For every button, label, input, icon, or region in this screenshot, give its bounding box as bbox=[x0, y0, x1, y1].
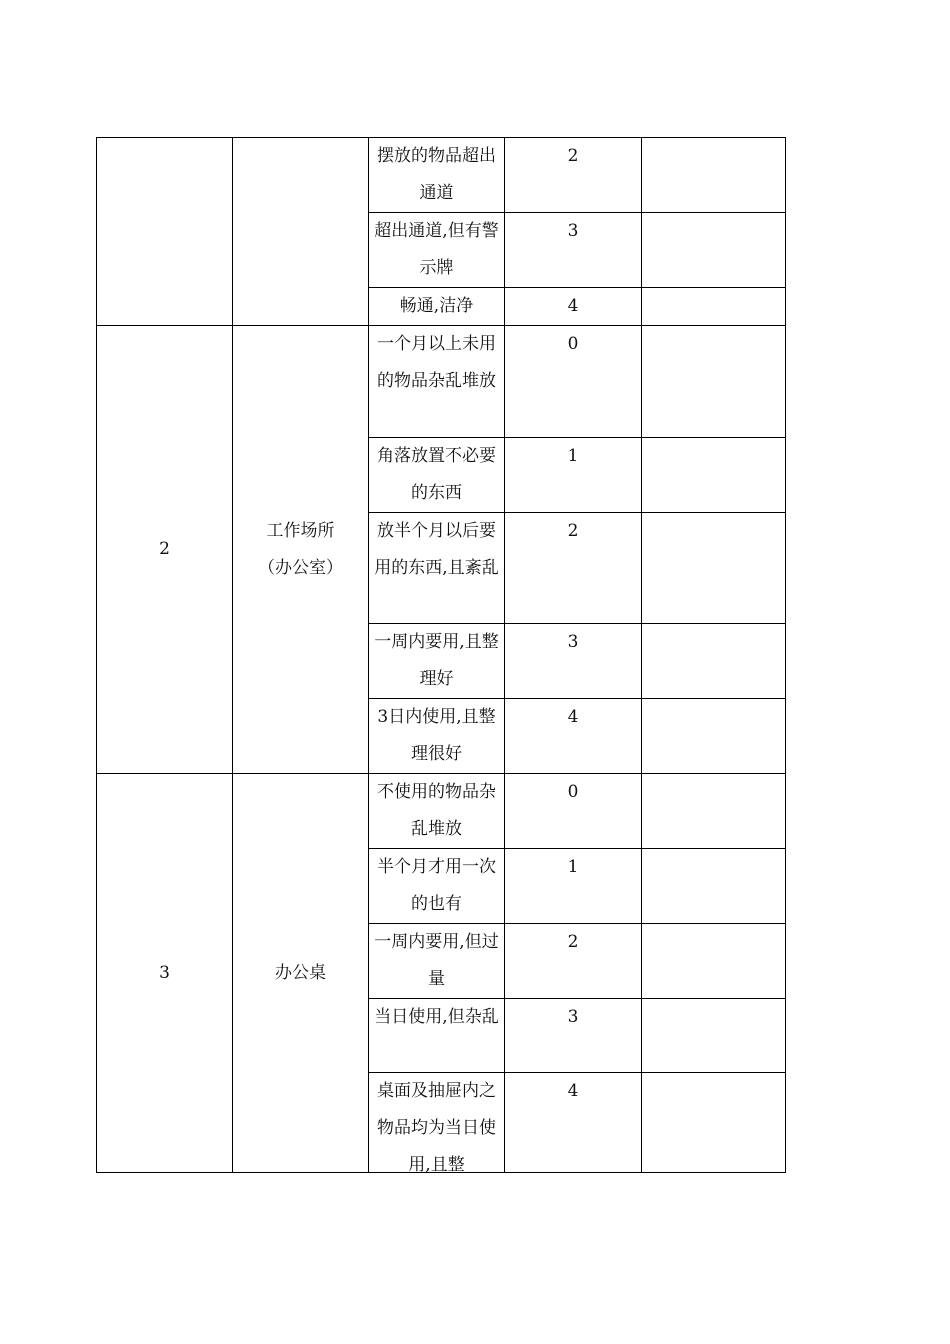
standard-cell: 一周内要用,且整理好 bbox=[369, 624, 505, 699]
table-row bbox=[97, 326, 786, 438]
standard-cell: 半个月才用一次的也有 bbox=[369, 849, 505, 924]
standard-cell: 一个月以上未用的物品杂乱堆放 bbox=[369, 326, 505, 438]
standard-cell: 超出通道,但有警示牌 bbox=[369, 213, 505, 288]
score-cell: 1 bbox=[505, 849, 642, 924]
blank-cell bbox=[642, 138, 786, 213]
score-cell: 2 bbox=[505, 138, 642, 213]
blank-cell bbox=[642, 999, 786, 1073]
item-number-cell: 3 bbox=[97, 774, 233, 1173]
blank-cell bbox=[642, 849, 786, 924]
item-name-cell: 办公桌 bbox=[233, 774, 369, 1173]
blank-cell bbox=[642, 699, 786, 774]
item-name-cell bbox=[233, 138, 369, 326]
score-cell: 3 bbox=[505, 213, 642, 288]
item-number-cell: 2 bbox=[97, 326, 233, 774]
blank-cell bbox=[642, 774, 786, 849]
item-name-cell bbox=[233, 326, 369, 774]
standard-cell: 角落放置不必要的东西 bbox=[369, 438, 505, 513]
standard-text: 桌面及抽屉内之物品均为当日使 用,且整 bbox=[377, 1081, 496, 1172]
table-row bbox=[97, 138, 786, 213]
score-cell: 0 bbox=[505, 774, 642, 849]
blank-cell bbox=[642, 326, 786, 438]
item-name-text: 工作场所（办公室） bbox=[258, 520, 343, 578]
item-number-cell bbox=[97, 138, 233, 326]
standard-cell: 不使用的物品杂乱堆放 bbox=[369, 774, 505, 849]
score-cell: 3 bbox=[505, 999, 642, 1073]
blank-cell bbox=[642, 438, 786, 513]
score-cell: 4 bbox=[505, 1073, 642, 1173]
score-cell: 2 bbox=[505, 924, 642, 999]
standard-cell: 摆放的物品超出通道 bbox=[369, 138, 505, 213]
score-cell: 4 bbox=[505, 699, 642, 774]
score-cell: 2 bbox=[505, 513, 642, 624]
blank-cell bbox=[642, 213, 786, 288]
blank-cell bbox=[642, 288, 786, 326]
standard-cell bbox=[369, 1073, 505, 1173]
table-row bbox=[97, 774, 786, 849]
blank-cell bbox=[642, 924, 786, 999]
score-cell: 3 bbox=[505, 624, 642, 699]
blank-cell bbox=[642, 513, 786, 624]
evaluation-table bbox=[96, 137, 786, 1173]
score-cell: 0 bbox=[505, 326, 642, 438]
standard-cell: 当日使用,但杂乱 bbox=[369, 999, 505, 1073]
score-cell: 1 bbox=[505, 438, 642, 513]
standard-cell: 放半个月以后要用的东西,且紊乱 bbox=[369, 513, 505, 624]
standard-cell: 畅通,洁净 bbox=[369, 288, 505, 326]
score-cell: 4 bbox=[505, 288, 642, 326]
blank-cell bbox=[642, 1073, 786, 1173]
standard-cell: 3日内使用,且整理很好 bbox=[369, 699, 505, 774]
blank-cell bbox=[642, 624, 786, 699]
standard-cell: 一周内要用,但过量 bbox=[369, 924, 505, 999]
